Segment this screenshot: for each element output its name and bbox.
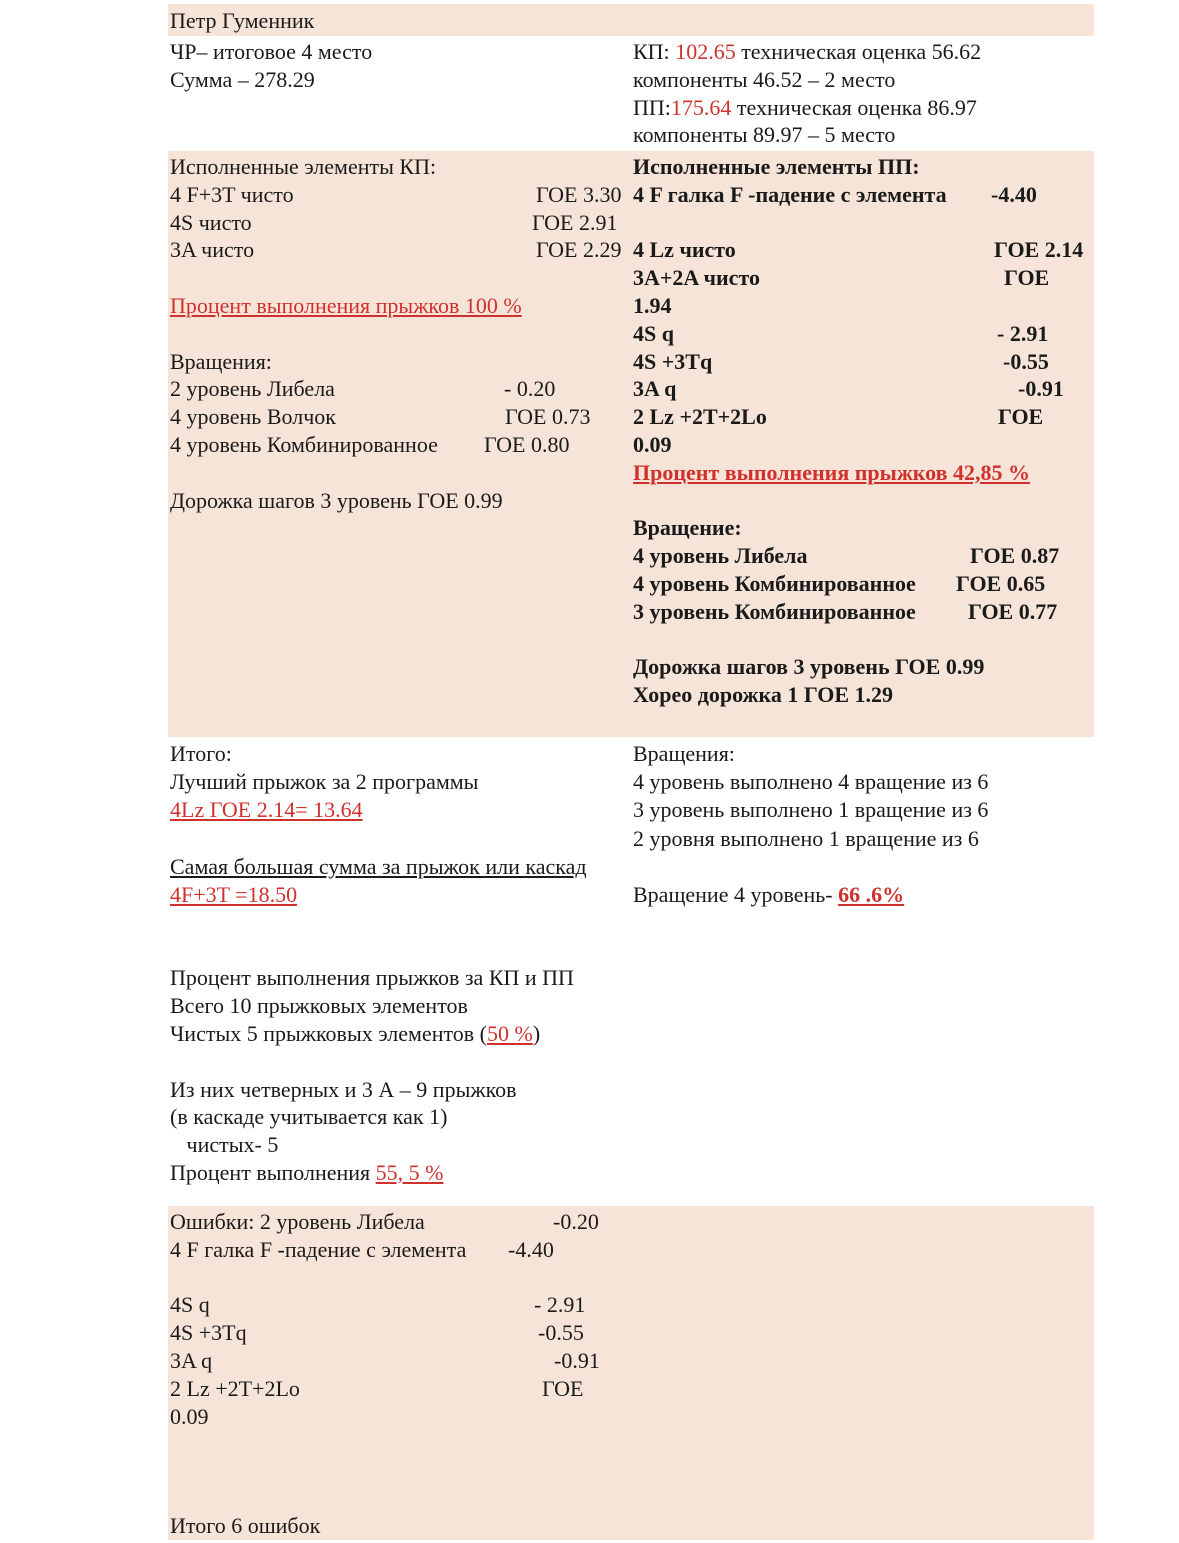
fs-score: 175.64	[670, 94, 732, 120]
jump-name: 4 F галка F -падение с элемента	[633, 181, 947, 207]
spin-name: 2 уровень Либела	[170, 376, 335, 402]
pct-header: Процент выполнения прыжков за КП и ПП	[170, 965, 574, 991]
sp-spin	[170, 431, 630, 459]
jump-name: 3A чисто	[170, 237, 255, 263]
quads-clean: чистых- 5	[170, 1132, 279, 1158]
error-goe: -4.40	[508, 1236, 554, 1262]
spin-name: 4 уровень Комбинированное	[633, 570, 916, 596]
errors-label: Ошибки:	[170, 1209, 260, 1234]
best-jump-value: 4Lz ГОЕ 2.14= 13.64	[170, 796, 363, 822]
spin-goe: ГОЕ 0.65	[956, 570, 1046, 596]
errors-section	[170, 1208, 630, 1430]
spin-goe: ГОЕ 0.77	[968, 598, 1058, 624]
fs-tech: техническая оценка 86.97	[731, 94, 977, 120]
error-name: 3A q	[170, 1347, 213, 1373]
jump-name: 3A+2A чисто	[633, 265, 760, 291]
totals-header: Итого:	[170, 741, 232, 766]
jump-goe: -0.55	[1003, 348, 1049, 374]
spin-name: 3 уровень Комбинированное	[633, 598, 916, 624]
jump-goe: ГОЕ 2.14	[994, 237, 1084, 263]
jump-name: 4 F+3T чисто	[170, 181, 294, 207]
totals-section	[170, 740, 630, 1187]
spin-goe: ГОЕ 0.87	[970, 543, 1060, 569]
error-goe: - 2.91	[534, 1292, 586, 1318]
spin-goe: ГОЕ 0.80	[484, 431, 570, 457]
clean-jumps-pct: 50 %	[487, 1020, 533, 1046]
jump-goe: ГОЕ 3.30	[536, 181, 622, 207]
fs-jump	[633, 375, 1094, 403]
jump-name: 4 Lz чисто	[633, 237, 736, 263]
spin-name: 4 уровень Комбинированное	[170, 431, 438, 457]
sp-jump	[170, 181, 630, 209]
jump-goe: ГОЕ 2.29	[536, 237, 622, 263]
spin-stats-header: Вращения:	[633, 741, 735, 766]
best-jump-label: Лучший прыжок за 2 программы	[170, 768, 479, 794]
jump-goe: -4.40	[991, 181, 1037, 207]
spin-goe: - 0.20	[504, 376, 556, 402]
fs-label: ПП:	[633, 94, 671, 120]
error-name: 2 уровень Либела	[259, 1209, 425, 1234]
error-item	[170, 1375, 630, 1403]
error-name: 4S q	[170, 1292, 210, 1318]
fs-jump-goe-cont: 0.09	[633, 431, 672, 457]
fs-spin	[633, 542, 1094, 570]
sp-spin	[170, 403, 630, 431]
sp-score-line	[633, 38, 1094, 66]
sp-jump	[170, 236, 630, 264]
spin-stats	[633, 740, 1094, 909]
fs-spin	[633, 570, 1094, 598]
totals-band	[168, 740, 1094, 1204]
clean-jumps-suffix: )	[532, 1020, 541, 1046]
quads-line1: Из них четверных и 3 А – 9 прыжков	[170, 1076, 517, 1102]
fs-elements	[633, 153, 1094, 709]
sp-score: 102.65	[675, 39, 736, 64]
best-combo-label: Самая большая сумма за прыжок или каскад	[170, 854, 587, 880]
fs-score-line	[633, 94, 1094, 122]
fs-jump	[633, 236, 1094, 264]
fs-components: компоненты 89.97 – 5 место	[633, 122, 896, 148]
fs-spin	[633, 598, 1094, 626]
sp-spins-header: Вращения:	[170, 348, 272, 374]
sp-tech: техническая оценка 56.62	[735, 39, 982, 64]
jump-goe: ГОЕ 2.91	[532, 209, 618, 235]
fs-jump	[633, 264, 1094, 292]
spin-name: 4 уровень Либела	[633, 543, 808, 569]
name-band	[168, 4, 1094, 36]
fs-choreo: Хорео дорожка 1 ГОЕ 1.29	[633, 682, 894, 708]
jump-goe: -0.91	[1018, 376, 1064, 402]
error-goe: -0.91	[554, 1347, 600, 1373]
quads-line2: (в каскаде учитывается как 1)	[170, 1104, 448, 1130]
fs-jump	[633, 403, 1094, 431]
summary-band	[168, 38, 1094, 150]
total-score: Сумма – 278.29	[170, 66, 315, 92]
sp-header: Исполненные элементы КП:	[170, 154, 437, 179]
quads-pct-label: Процент выполнения	[170, 1159, 376, 1185]
sp-components: компоненты 46.52 – 2 место	[633, 66, 896, 92]
fs-spins-header: Вращение:	[633, 515, 742, 541]
jump-goe: ГОЕ	[1004, 265, 1050, 291]
error-name: 2 Lz +2T+2Lo	[170, 1375, 300, 1401]
error-item	[170, 1236, 630, 1264]
quads-pct: 55, 5 %	[375, 1159, 444, 1185]
error-name: 4 F галка F -падение с элемента	[170, 1236, 467, 1262]
quads-pct-line	[170, 1159, 630, 1187]
sp-elements	[170, 153, 630, 514]
fs-steps: Дорожка шагов 3 уровень ГОЕ 0.99	[633, 654, 985, 680]
errors-band	[168, 1206, 1094, 1540]
fs-jump	[633, 320, 1094, 348]
spin-level4-label: Вращение 4 уровень-	[633, 881, 839, 907]
error-name: 4S +3Tq	[170, 1320, 247, 1346]
sp-jump	[170, 209, 630, 237]
total-jumps: Всего 10 прыжковых элементов	[170, 993, 468, 1019]
fs-header: Исполненные элементы ПП:	[633, 154, 920, 179]
sp-jump-percent: Процент выполнения прыжков 100 %	[170, 292, 522, 318]
error-goe: -0.55	[538, 1320, 584, 1346]
spin-stat-line: 2 уровня выполнено 1 вращение из 6	[633, 826, 979, 852]
jump-name: 4S чисто	[170, 209, 252, 235]
error-goe-cont: 0.09	[170, 1403, 209, 1429]
error-item	[170, 1319, 630, 1347]
best-combo-value: 4F+3T =18.50	[170, 881, 298, 907]
jump-name: 3A q	[633, 376, 677, 402]
jump-goe: ГОЕ	[998, 404, 1044, 430]
spin-stat-line: 3 уровень выполнено 1 вращение из 6	[633, 796, 989, 822]
fs-jump-percent: Процент выполнения прыжков 42,85 %	[633, 459, 1031, 485]
elements-band	[168, 151, 1094, 737]
spin-level4-pct: 66 .6%	[838, 881, 905, 907]
clean-jumps-label: Чистых 5 прыжковых элементов (	[170, 1020, 488, 1046]
error-item	[170, 1208, 630, 1236]
fs-jump-goe-cont: 1.94	[633, 292, 672, 318]
jump-goe: - 2.91	[997, 320, 1049, 346]
spin-level4-line	[633, 881, 1094, 909]
spin-goe: ГОЕ 0.73	[505, 404, 591, 430]
errors-total: Итого 6 ошибок	[170, 1513, 321, 1538]
spin-stat-line: 4 уровень выполнено 4 вращение из 6	[633, 768, 989, 794]
spin-name: 4 уровень Волчок	[170, 404, 336, 430]
fs-jump	[633, 348, 1094, 376]
athlete-name: Петр Гуменник	[170, 8, 315, 33]
sp-spin	[170, 375, 630, 403]
jump-name: 2 Lz +2T+2Lo	[633, 404, 767, 430]
jump-name: 4S +3Tq	[633, 348, 713, 374]
clean-jumps	[170, 1020, 630, 1048]
sp-steps: Дорожка шагов 3 уровень ГОЕ 0.99	[170, 487, 503, 513]
chr-place: ЧР– итоговое 4 место	[170, 39, 373, 64]
error-goe: ГОЕ	[542, 1375, 584, 1401]
error-goe: -0.20	[553, 1209, 599, 1234]
error-item	[170, 1347, 630, 1375]
error-item	[170, 1291, 630, 1319]
sp-label: КП:	[633, 39, 676, 64]
fs-jump	[633, 181, 1094, 209]
jump-name: 4S q	[633, 320, 674, 346]
